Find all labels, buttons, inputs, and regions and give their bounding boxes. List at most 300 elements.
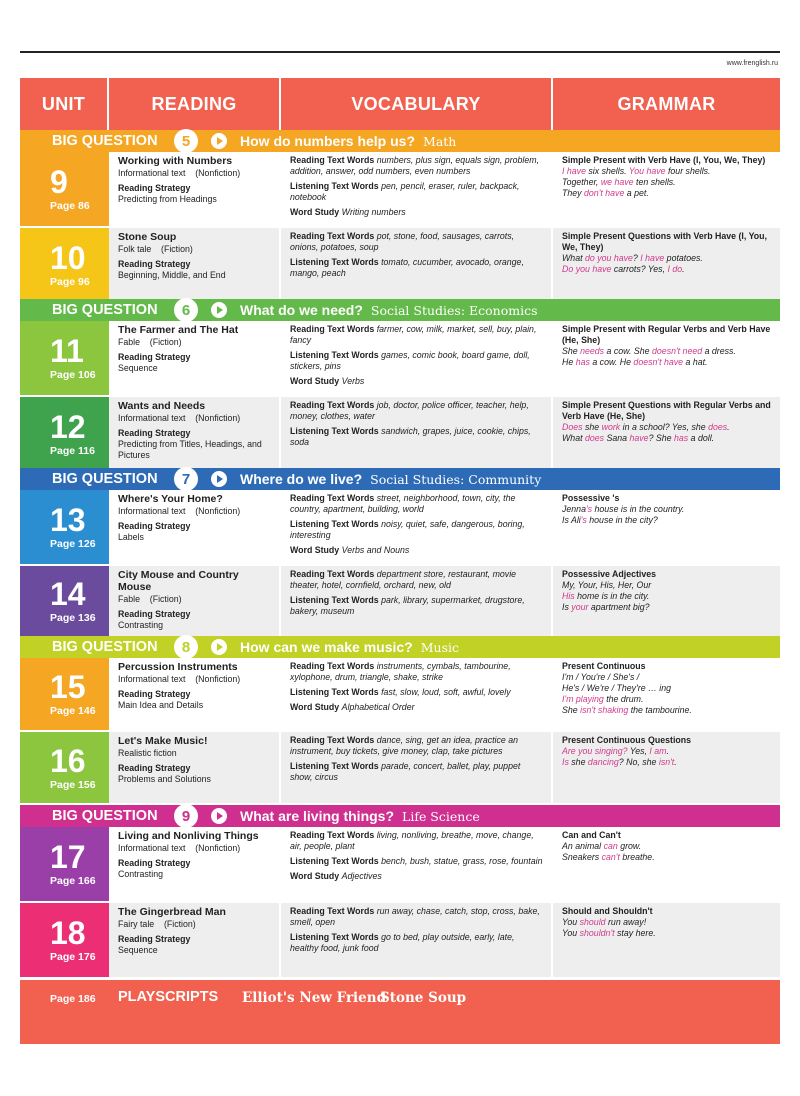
unit-row bbox=[20, 321, 780, 397]
vocab-words: Writing numbers bbox=[341, 207, 406, 217]
grammar-cell bbox=[553, 566, 780, 636]
reading-strategy-label: Reading Strategy bbox=[118, 428, 191, 438]
grammar-cell bbox=[553, 490, 780, 564]
vocab-line bbox=[290, 687, 543, 698]
reading-strategy-label: Reading Strategy bbox=[118, 521, 191, 531]
header-unit: UNIT bbox=[20, 78, 109, 131]
grammar-highlight: I have bbox=[562, 166, 586, 176]
grammar-title: Simple Present Questions with Regular Verbs and Verb Have (He, She) bbox=[562, 400, 771, 421]
grammar-text: she bbox=[582, 422, 602, 432]
unit-number: 14 bbox=[50, 576, 86, 612]
vocab-label: Reading Text Words bbox=[290, 906, 375, 916]
grammar-text: . bbox=[727, 422, 730, 432]
grammar-highlight: needs bbox=[580, 346, 605, 356]
grammar-text: in a school? Yes, she bbox=[620, 422, 709, 432]
grammar-example bbox=[562, 705, 772, 716]
vocab-line bbox=[290, 569, 543, 591]
grammar-text: a cow. She bbox=[604, 346, 653, 356]
unit-badge bbox=[20, 827, 109, 901]
vocab-line bbox=[290, 871, 543, 882]
vocabulary-cell bbox=[281, 228, 553, 302]
grammar-text: Yes, bbox=[627, 746, 650, 756]
big-question-text: What are living things? bbox=[240, 808, 395, 824]
reading-title: Living and Nonliving Things bbox=[118, 830, 259, 842]
grammar-highlight: does bbox=[708, 422, 728, 432]
grammar-text: You bbox=[562, 917, 580, 927]
unit-number: 18 bbox=[50, 915, 86, 951]
grammar-text: Sneakers bbox=[562, 852, 602, 862]
vocab-line bbox=[290, 376, 543, 387]
vocabulary-cell bbox=[281, 490, 553, 564]
grammar-text: I'm / You're / She's / bbox=[562, 672, 640, 682]
vocab-words: job, doctor, police officer, teacher, help, money, clothes, water bbox=[290, 400, 529, 421]
grammar-text: she bbox=[568, 757, 588, 767]
grammar-example bbox=[562, 504, 772, 515]
vocab-label: Reading Text Words bbox=[290, 830, 375, 840]
reading-title: Where's Your Home? bbox=[118, 493, 223, 505]
unit-row bbox=[20, 490, 780, 566]
grammar-text: house in the city? bbox=[586, 515, 658, 525]
big-question-subject: Music bbox=[420, 639, 459, 655]
vocab-line bbox=[290, 257, 543, 279]
unit-badge bbox=[20, 321, 109, 395]
grammar-title: Possessive Adjectives bbox=[562, 569, 657, 579]
vocab-words: sandwich, grapes, juice, cookie, chips, soda bbox=[290, 426, 531, 447]
grammar-text: a pet. bbox=[624, 188, 649, 198]
grammar-highlight: does bbox=[584, 433, 605, 443]
vocab-line bbox=[290, 493, 543, 515]
unit-page: Page 106 bbox=[50, 369, 96, 381]
unit-badge bbox=[20, 903, 109, 977]
grammar-text: four shells. bbox=[665, 166, 711, 176]
grammar-text: grow. bbox=[617, 841, 642, 851]
vocab-line bbox=[290, 181, 543, 203]
grammar-highlight: I'm playing bbox=[562, 694, 604, 704]
grammar-text: Jenna bbox=[562, 504, 586, 514]
reading-strategy-label: Reading Strategy bbox=[118, 183, 191, 193]
grammar-text: a dress. bbox=[702, 346, 736, 356]
play-icon[interactable] bbox=[211, 302, 227, 318]
unit-number: 12 bbox=[50, 408, 86, 445]
grammar-text: a hat. bbox=[683, 357, 708, 367]
grammar-title: Simple Present Questions with Verb Have (I, You, We, They) bbox=[562, 231, 767, 252]
grammar-example bbox=[562, 177, 772, 188]
grammar-highlight: Does bbox=[562, 422, 583, 432]
grammar-text: . bbox=[674, 757, 677, 767]
play-icon[interactable] bbox=[211, 133, 227, 149]
vocab-line bbox=[290, 231, 543, 253]
play-icon[interactable] bbox=[211, 639, 227, 655]
reading-strategy-label: Reading Strategy bbox=[118, 858, 191, 868]
unit-row bbox=[20, 827, 780, 903]
grammar-example bbox=[562, 928, 772, 939]
grammar-text: She bbox=[562, 346, 581, 356]
unit-number: 9 bbox=[50, 164, 68, 200]
unit-badge bbox=[20, 397, 109, 470]
vocab-line bbox=[290, 545, 543, 556]
grammar-text: An animal bbox=[562, 841, 604, 851]
vocab-label: Listening Text Words bbox=[290, 426, 379, 436]
grammar-example bbox=[562, 264, 772, 275]
playscripts-title: PLAYSCRIPTS bbox=[118, 989, 219, 1005]
grammar-text: carrots? Yes, bbox=[611, 264, 668, 274]
vocab-words: bench, bush, statue, grass, rose, fountain bbox=[381, 856, 543, 866]
grammar-example bbox=[562, 346, 772, 357]
grammar-text: My, Your, His, Her, Our bbox=[562, 580, 652, 590]
site-url: www.frenglish.ru bbox=[726, 60, 778, 67]
vocabulary-cell bbox=[281, 566, 553, 636]
vocab-label: Listening Text Words bbox=[290, 257, 379, 267]
grammar-highlight: 's bbox=[585, 504, 593, 514]
unit-number: 11 bbox=[50, 333, 84, 369]
grammar-example bbox=[562, 422, 772, 433]
reading-strategy-label: Reading Strategy bbox=[118, 259, 191, 269]
reading-strategy-label: Reading Strategy bbox=[118, 934, 191, 944]
big-question-bar bbox=[20, 468, 780, 490]
grammar-highlight: isn't bbox=[658, 757, 675, 767]
grammar-example bbox=[562, 841, 772, 852]
vocab-label: Reading Text Words bbox=[290, 324, 375, 334]
reading-strategy-label: Reading Strategy bbox=[118, 689, 191, 699]
reading-strategy-label: Reading Strategy bbox=[118, 352, 191, 362]
grammar-title: Can and Can't bbox=[562, 830, 621, 840]
grammar-text: apartment big? bbox=[588, 602, 650, 612]
vocab-line bbox=[290, 830, 543, 852]
unit-number: 13 bbox=[50, 502, 86, 538]
vocab-label: Listening Text Words bbox=[290, 181, 379, 191]
grammar-example bbox=[562, 602, 772, 613]
grammar-highlight: I do bbox=[667, 264, 683, 274]
reading-type: Fable (Fiction) bbox=[118, 337, 182, 347]
grammar-highlight: I am bbox=[649, 746, 667, 756]
grammar-text: house is in the country. bbox=[592, 504, 685, 514]
vocab-words: parade, concert, ballet, play, puppet show, circus bbox=[290, 761, 521, 782]
vocab-label: Reading Text Words bbox=[290, 493, 375, 503]
grammar-text: run away! bbox=[605, 917, 647, 927]
vocab-line bbox=[290, 324, 543, 346]
unit-page: Page 166 bbox=[50, 875, 96, 887]
vocab-line bbox=[290, 400, 543, 422]
vocab-words: park, library, supermarket, drugstore, bakery, museum bbox=[290, 595, 525, 616]
unit-row bbox=[20, 732, 780, 805]
grammar-highlight: has bbox=[575, 357, 590, 367]
big-question-text: Where do we live? bbox=[240, 471, 363, 487]
header-grammar: GRAMMAR bbox=[617, 94, 716, 114]
grammar-cell bbox=[553, 658, 780, 730]
grammar-text: She bbox=[562, 705, 581, 715]
vocab-label: Listening Text Words bbox=[290, 761, 379, 771]
reading-cell bbox=[109, 566, 281, 636]
unit-page: Page 86 bbox=[50, 200, 90, 212]
grammar-cell bbox=[553, 397, 780, 470]
grammar-highlight: have bbox=[629, 433, 649, 443]
playscript-story-2: Stone Soup bbox=[380, 990, 467, 1006]
reading-strategy: Contrasting bbox=[118, 869, 163, 879]
unit-row bbox=[20, 903, 780, 979]
reading-type: Folk tale (Fiction) bbox=[118, 244, 193, 254]
grammar-highlight: His bbox=[562, 591, 575, 601]
grammar-cell bbox=[553, 152, 780, 226]
vocab-label: Reading Text Words bbox=[290, 155, 375, 165]
big-question-number: 9 bbox=[174, 804, 198, 828]
vocabulary-cell bbox=[281, 321, 553, 395]
reading-cell bbox=[109, 228, 281, 302]
grammar-title: Simple Present with Verb Have (I, You, We, They) bbox=[562, 155, 766, 165]
grammar-text: . bbox=[666, 746, 669, 756]
reading-title: City Mouse and Country Mouse bbox=[118, 569, 239, 593]
grammar-text: ? She bbox=[648, 433, 675, 443]
reading-title: The Gingerbread Man bbox=[118, 906, 226, 918]
vocab-words: farmer, cow, milk, market, sell, buy, plain, fancy bbox=[290, 324, 537, 345]
vocab-words: go to bed, play outside, early, late, healthy food, junk food bbox=[290, 932, 515, 953]
unit-page: Page 156 bbox=[50, 778, 96, 791]
unit-badge bbox=[20, 228, 109, 302]
grammar-text: Together, bbox=[562, 177, 601, 187]
grammar-highlight: dancing bbox=[587, 757, 619, 767]
vocab-line bbox=[290, 735, 543, 757]
grammar-title: Possessive 's bbox=[562, 493, 620, 503]
reading-strategy: Sequence bbox=[118, 945, 158, 955]
reading-title: Stone Soup bbox=[118, 231, 177, 243]
unit-row bbox=[20, 152, 780, 228]
reading-type: Realistic fiction bbox=[118, 748, 177, 758]
grammar-example bbox=[562, 166, 772, 177]
grammar-example bbox=[562, 683, 772, 694]
grammar-highlight: do you have bbox=[584, 253, 633, 263]
grammar-text: What bbox=[562, 433, 585, 443]
unit-page: Page 146 bbox=[50, 705, 96, 717]
vocab-label: Word Study bbox=[290, 376, 340, 386]
grammar-highlight: we have bbox=[600, 177, 634, 187]
grammar-highlight: work bbox=[601, 422, 621, 432]
reading-cell bbox=[109, 321, 281, 395]
vocab-words: instruments, cymbals, tambourine, xylophone, drum, triangle, shake, strike bbox=[290, 661, 511, 682]
grammar-example bbox=[562, 433, 772, 444]
grammar-title: Should and Shouldn't bbox=[562, 906, 653, 916]
vocab-label: Word Study bbox=[290, 545, 340, 555]
reading-cell bbox=[109, 397, 281, 470]
reading-strategy-label: Reading Strategy bbox=[118, 763, 191, 773]
reading-strategy: Predicting from Headings bbox=[118, 194, 217, 204]
playscript-story-1: Elliot's New Friend bbox=[242, 990, 387, 1006]
unit-number: 15 bbox=[50, 669, 86, 705]
vocab-label: Reading Text Words bbox=[290, 400, 375, 410]
vocab-label: Listening Text Words bbox=[290, 856, 379, 866]
unit-row bbox=[20, 397, 780, 472]
contents-table bbox=[20, 76, 780, 1044]
vocab-line bbox=[290, 932, 543, 954]
table-header bbox=[20, 78, 780, 131]
unit-badge bbox=[20, 566, 109, 636]
grammar-example bbox=[562, 515, 772, 526]
grammar-highlight: Are you singing? bbox=[562, 746, 628, 756]
grammar-highlight: shouldn't bbox=[579, 928, 615, 938]
grammar-highlight: has bbox=[674, 433, 689, 443]
vocab-words: run away, chase, catch, stop, cross, bake, smell, open bbox=[290, 906, 540, 927]
unit-row bbox=[20, 566, 780, 638]
unit-row bbox=[20, 658, 780, 732]
reading-type: Informational text (Nonfiction) bbox=[118, 843, 241, 853]
vocabulary-cell bbox=[281, 903, 553, 977]
big-question-bar bbox=[20, 130, 780, 152]
grammar-text: They bbox=[562, 188, 585, 198]
reading-strategy: Sequence bbox=[118, 363, 158, 373]
vocab-label: Listening Text Words bbox=[290, 350, 379, 360]
grammar-cell bbox=[553, 321, 780, 395]
unit-number: 17 bbox=[50, 839, 86, 875]
grammar-text: Sana bbox=[604, 433, 630, 443]
vocab-words: noisy, quiet, safe, dangerous, boring, interesting bbox=[290, 519, 525, 540]
grammar-title: Present Continuous Questions bbox=[562, 735, 692, 745]
grammar-highlight: Is bbox=[562, 757, 569, 767]
vocab-label: Reading Text Words bbox=[290, 569, 375, 579]
grammar-highlight: your bbox=[571, 602, 589, 612]
vocab-line bbox=[290, 519, 543, 541]
grammar-text: . bbox=[682, 264, 685, 274]
reading-type: Fable (Fiction) bbox=[118, 594, 182, 604]
unit-number: 16 bbox=[50, 742, 86, 779]
grammar-example bbox=[562, 917, 772, 928]
vocab-words: Adjectives bbox=[341, 871, 382, 881]
vocab-words: Verbs bbox=[341, 376, 365, 386]
vocab-label: Listening Text Words bbox=[290, 932, 379, 942]
grammar-text: ten shells. bbox=[633, 177, 676, 187]
vocab-words: pen, pencil, eraser, ruler, backpack, notebook bbox=[290, 181, 520, 202]
unit-page: Page 136 bbox=[50, 612, 96, 624]
vocab-label: Reading Text Words bbox=[290, 661, 375, 671]
grammar-cell bbox=[553, 903, 780, 977]
big-question-subject: Social Studies: Economics bbox=[370, 302, 538, 318]
grammar-example bbox=[562, 591, 772, 602]
reading-strategy: Beginning, Middle, and End bbox=[118, 270, 226, 280]
grammar-highlight: Do you have bbox=[562, 264, 612, 274]
vocab-label: Listening Text Words bbox=[290, 595, 379, 605]
header-reading: READING bbox=[109, 78, 281, 131]
big-question-text: How can we make music? bbox=[240, 639, 413, 655]
vocab-label: Word Study bbox=[290, 871, 340, 881]
reading-type: Informational text (Nonfiction) bbox=[118, 168, 241, 178]
grammar-text: Is bbox=[562, 602, 572, 612]
vocab-line bbox=[290, 426, 543, 448]
reading-title: The Farmer and The Hat bbox=[118, 324, 239, 336]
reading-type: Informational text (Nonfiction) bbox=[118, 413, 241, 423]
grammar-text: a doll. bbox=[688, 433, 715, 443]
grammar-text: He's / We're / They're … ing bbox=[562, 683, 672, 693]
grammar-text: potatoes. bbox=[664, 253, 703, 263]
grammar-highlight: I have bbox=[640, 253, 665, 263]
grammar-example bbox=[562, 188, 772, 199]
vocab-line bbox=[290, 661, 543, 683]
reading-strategy: Predicting from Titles, Headings, and Pictures bbox=[118, 439, 262, 460]
grammar-highlight: don't have bbox=[584, 188, 625, 198]
big-question-number: 7 bbox=[174, 467, 198, 491]
unit-badge bbox=[20, 732, 109, 803]
big-question-subject: Math bbox=[423, 133, 457, 149]
reading-title: Working with Numbers bbox=[118, 155, 233, 167]
big-question-text: How do numbers help us? bbox=[240, 133, 416, 149]
grammar-text: the drum. bbox=[603, 694, 644, 704]
grammar-example bbox=[562, 580, 772, 591]
grammar-title: Simple Present with Regular Verbs and Verb Have (He, She) bbox=[562, 324, 771, 345]
reading-cell bbox=[109, 827, 281, 901]
top-rule bbox=[20, 51, 780, 53]
reading-cell bbox=[109, 903, 281, 977]
grammar-highlight: 's bbox=[580, 515, 587, 525]
reading-title: Percussion Instruments bbox=[118, 661, 238, 673]
grammar-example bbox=[562, 357, 772, 368]
big-question-label: BIG QUESTION bbox=[52, 639, 158, 655]
vocab-words: living, nonliving, breathe, move, change, air, people, plant bbox=[290, 830, 534, 851]
unit-page: Page 116 bbox=[50, 444, 95, 457]
big-question-label: BIG QUESTION bbox=[52, 471, 158, 487]
vocab-line bbox=[290, 761, 543, 783]
grammar-highlight: isn't shaking bbox=[580, 705, 629, 715]
unit-page: Page 176 bbox=[50, 951, 96, 963]
big-question-label: BIG QUESTION bbox=[52, 302, 158, 318]
big-question-label: BIG QUESTION bbox=[52, 808, 158, 824]
grammar-text: Is Ali bbox=[562, 515, 581, 525]
vocab-words: street, neighborhood, town, city, the country, apartment, building, world bbox=[290, 493, 516, 514]
vocab-line bbox=[290, 595, 543, 617]
big-question-label: BIG QUESTION bbox=[52, 133, 158, 149]
vocab-words: tomato, cucumber, avocado, orange, mango, peach bbox=[290, 257, 524, 278]
vocab-label: Word Study bbox=[290, 207, 340, 217]
reading-type: Informational text (Nonfiction) bbox=[118, 674, 241, 684]
reading-strategy: Contrasting bbox=[118, 620, 163, 630]
vocab-words: Alphabetical Order bbox=[341, 702, 415, 712]
vocab-line bbox=[290, 702, 543, 713]
vocab-words: games, comic book, board game, doll, stickers, pins bbox=[290, 350, 530, 371]
unit-row bbox=[20, 228, 780, 304]
big-question-bar bbox=[20, 299, 780, 321]
grammar-cell bbox=[553, 228, 780, 302]
unit-number: 10 bbox=[50, 240, 86, 276]
play-icon[interactable] bbox=[211, 808, 227, 824]
vocab-words: fast, slow, loud, soft, awful, lovely bbox=[381, 687, 511, 697]
grammar-example bbox=[562, 694, 772, 705]
reading-strategy: Labels bbox=[118, 532, 144, 542]
reading-type: Fairy tale (Fiction) bbox=[118, 919, 196, 929]
grammar-title: Present Continuous bbox=[562, 661, 646, 671]
play-icon[interactable] bbox=[211, 471, 227, 487]
vocab-words: numbers, plus sign, equals sign, problem, addition, answer, odd numbers, even numbers bbox=[290, 155, 540, 176]
reading-cell bbox=[109, 732, 281, 803]
vocab-label: Listening Text Words bbox=[290, 687, 379, 697]
grammar-text: six shells. bbox=[585, 166, 629, 176]
big-question-number: 5 bbox=[174, 129, 198, 153]
vocabulary-cell bbox=[281, 152, 553, 226]
vocab-line bbox=[290, 350, 543, 372]
grammar-text: breathe. bbox=[619, 852, 655, 862]
playscripts-bar bbox=[20, 980, 780, 1044]
big-question-text: What do we need? bbox=[240, 302, 363, 318]
reading-strategy: Main Idea and Details bbox=[118, 700, 204, 710]
grammar-text: ? bbox=[632, 253, 641, 263]
grammar-example bbox=[562, 253, 772, 264]
vocab-label: Listening Text Words bbox=[290, 519, 379, 529]
grammar-highlight: doesn't have bbox=[633, 357, 684, 367]
grammar-example bbox=[562, 852, 772, 863]
grammar-highlight: can't bbox=[601, 852, 620, 862]
reading-cell bbox=[109, 658, 281, 730]
grammar-cell bbox=[553, 827, 780, 901]
grammar-text: What bbox=[562, 253, 585, 263]
grammar-highlight: You have bbox=[628, 166, 666, 176]
reading-title: Wants and Needs bbox=[118, 400, 206, 412]
vocab-line bbox=[290, 856, 543, 867]
grammar-highlight: doesn't need bbox=[652, 346, 703, 356]
vocab-line bbox=[290, 906, 543, 928]
